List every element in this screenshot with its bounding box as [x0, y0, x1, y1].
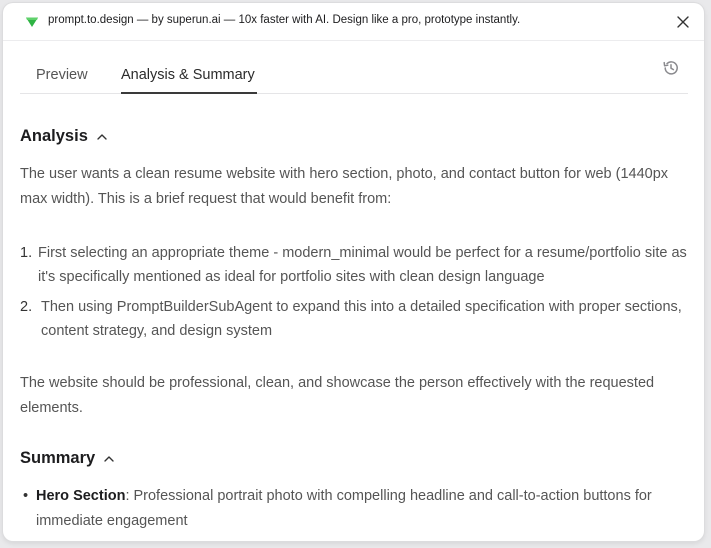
tab-analysis-summary[interactable]: Analysis & Summary — [121, 67, 255, 83]
summary-item-text — [36, 484, 688, 534]
summary-item-description: : Professional portrait photo with compelling headline and call-to-action buttons for immediate engagement — [36, 488, 652, 529]
list-text: First selecting an appropriate theme - modern_minimal would be perfect for a resume/portfolio site as it's specifically mentioned as ideal for portfolio sites with clean design language — [38, 245, 687, 285]
analysis-intro: The user wants a clean resume website with hero section, photo, and contact button for web (1440px max width). This is a brief request that would benefit from: — [20, 166, 669, 207]
summary-heading: Summary — [20, 449, 96, 467]
chevron-up-icon — [97, 133, 107, 140]
analysis-summary-panel — [20, 95, 688, 541]
analysis-section-toggle[interactable] — [20, 127, 107, 146]
chevron-up-icon — [104, 455, 114, 462]
list-number: 1. — [20, 245, 33, 261]
window-title: prompt.to.design — by superun.ai — 10x faster with AI. Design like a pro, prototype instantly. — [48, 14, 521, 26]
analysis-heading: Analysis — [20, 127, 88, 145]
dialog-window — [3, 3, 704, 541]
tab-bar — [20, 41, 688, 94]
list-item — [20, 295, 688, 343]
bullet-dot: • — [23, 488, 29, 504]
close-icon[interactable] — [675, 14, 691, 30]
summary-list-item — [20, 484, 688, 534]
list-number: 2. — [20, 299, 33, 315]
active-tab-indicator — [121, 92, 257, 94]
green-heart-icon — [25, 16, 39, 28]
history-icon[interactable] — [662, 59, 680, 77]
list-item — [20, 241, 688, 289]
summary-item-label: Hero Section — [36, 488, 126, 504]
summary-section-toggle[interactable] — [20, 449, 114, 468]
tab-preview[interactable]: Preview — [36, 67, 88, 83]
analysis-conclusion: The website should be professional, clean, and showcase the person effectively with the requested elements. — [20, 375, 655, 416]
list-text: Then using PromptBuilderSubAgent to expand this into a detailed specification with proper sections, content strategy, and design system — [41, 299, 682, 339]
title-bar — [3, 3, 704, 41]
